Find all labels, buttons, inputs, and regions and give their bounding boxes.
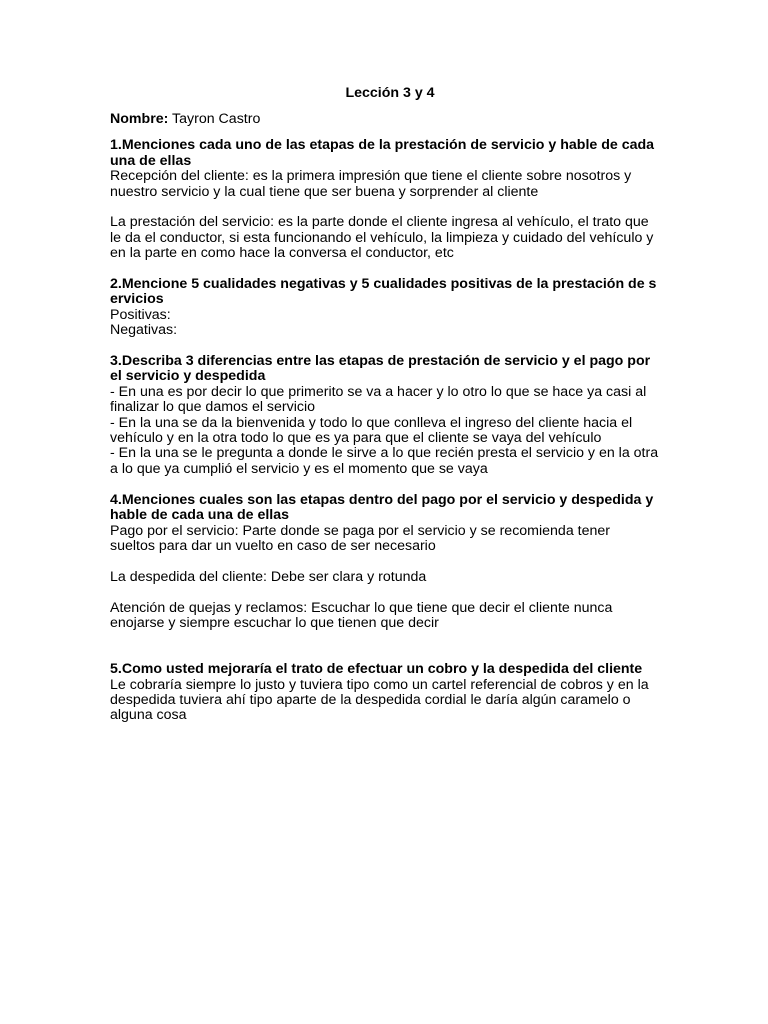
question-3: 3.Describa 3 diferencias entre las etapas de prestación de servicio y el pago por el servicio y despedida: [110, 353, 651, 385]
question-1: 1.Menciones cada uno de las etapas de la prestación de servicio y hable de cada una de ellas: [110, 137, 655, 169]
answer-2-negative: Negativas:: [110, 322, 178, 339]
answer-4-payment: Pago por el servicio: Parte donde se paga por el servicio y se recomienda tener sueltos para dar un vuelto en caso de ser necesario: [110, 522, 610, 554]
student-name: Tayron Castro: [168, 111, 261, 127]
question-2-section: [110, 277, 670, 339]
answer-5: Le cobraría siempre lo justo y tuviera tipo como un cartel referencial de cobros y en la despedida tuviera ahí tipo aparte de la despedida cordial le daría algún caramelo o alguna cosa: [110, 676, 649, 724]
answer-1-service: La prestación del servicio: es la parte donde el cliente ingresa al vehículo, el trato que le da el conductor, si esta funcionando el vehículo, la limpieza y cuidado del vehículo y en la parte en como hace la conversa el conductor, etc: [110, 214, 654, 262]
question-5-section: [110, 662, 670, 724]
student-name-line: [110, 112, 670, 127]
answer-4-farewell: La despedida del cliente: Debe ser clara y rotunda: [110, 568, 427, 585]
question-5: 5.Como usted mejoraría el trato de efectuar un cobro y la despedida del cliente: [110, 661, 643, 678]
answer-4-complaints: Atención de quejas y reclamos: Escuchar lo que tiene que decir el cliente nunca enojarse y siempre escuchar lo que tienen que decir: [110, 599, 613, 631]
question-4: 4.Menciones cuales son las etapas dentro del pago por el servicio y despedida y hable de cada una de ellas: [110, 491, 654, 524]
document-title: Lección 3 y 4: [345, 85, 435, 101]
question-4-section: [110, 493, 670, 632]
answer-1-reception: Recepción del cliente: es la primera impresión que tiene el cliente sobre nosotros y nuestro servicio y la cual tiene que ser buena y sorprender al cliente: [110, 168, 632, 200]
answer-2-positive: Positivas:: [110, 306, 171, 323]
name-label: Nombre:: [110, 111, 169, 127]
answer-3: - En una es por decir lo que primerito se va a hacer y lo otro lo que se hace ya casi al finalizar lo que damos el servicio - En la una se da la bienvenida y todo lo que conlleva el ingreso del cliente hacia el vehículo y en la otra todo lo que es ya para que el cliente se vaya del vehículo - En la una se le pregunta a donde le sirve a lo que recién presta el servicio y en la otra a lo que ya cumplió el servicio y es el momento que se vaya: [110, 383, 659, 477]
question-2: 2.Mencione 5 cualidades negativas y 5 cualidades positivas de la prestación de s ervicios: [110, 276, 657, 308]
question-1-section: [110, 138, 670, 261]
question-3-section: [110, 354, 670, 477]
document-body: [110, 86, 670, 724]
